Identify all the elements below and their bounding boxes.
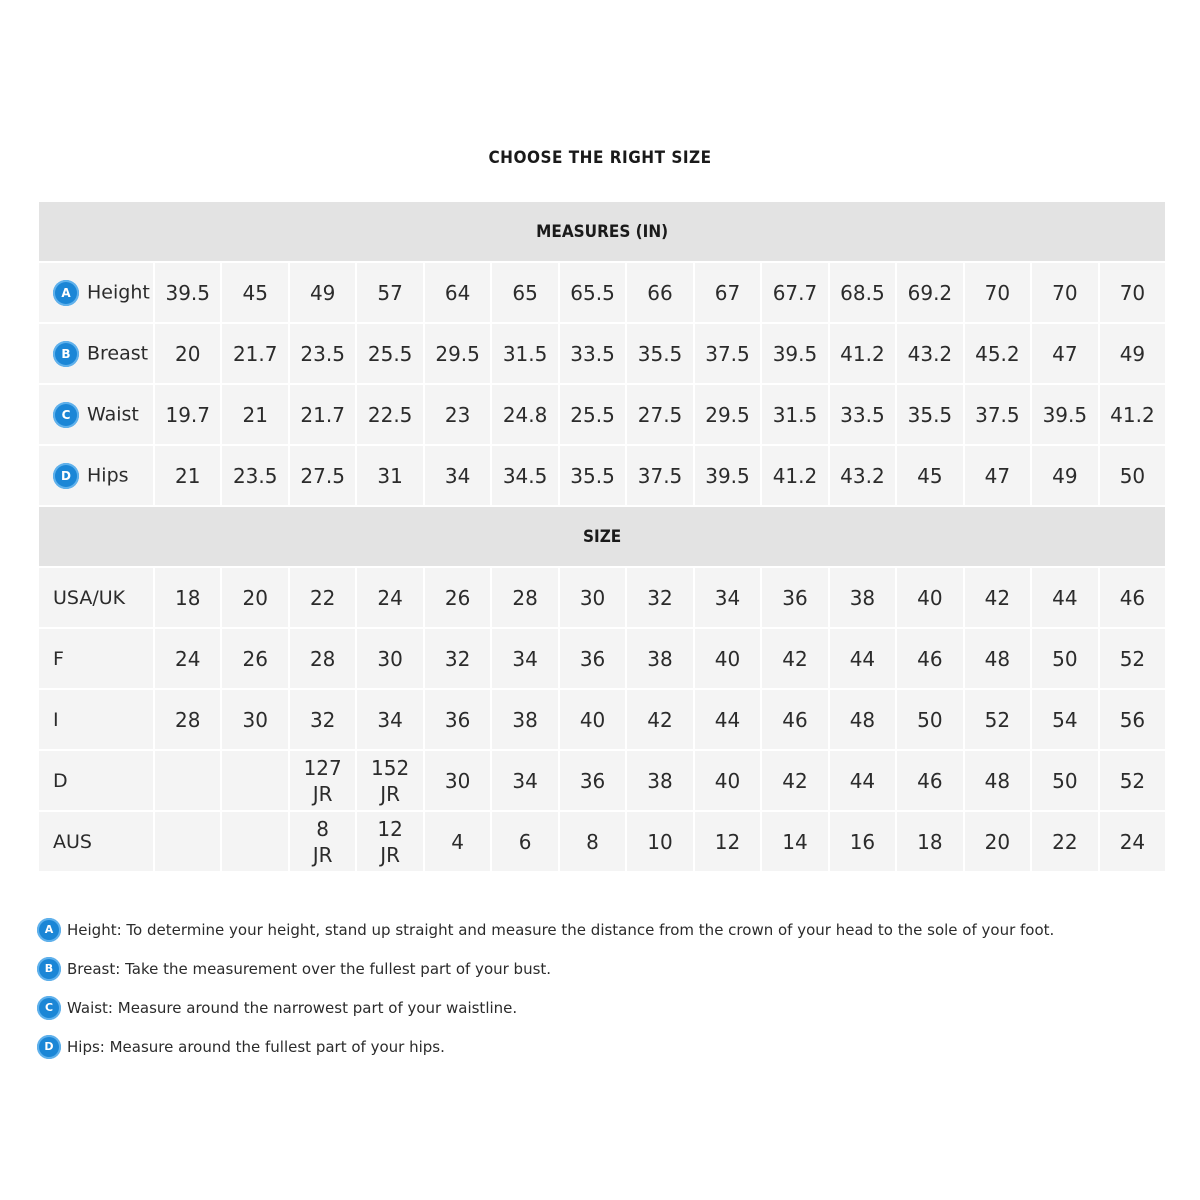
table-cell: 41.2 xyxy=(761,445,828,506)
table-cell: 35.5 xyxy=(896,384,963,445)
table-cell: 67.7 xyxy=(761,262,828,323)
table-cell: 70 xyxy=(1031,262,1098,323)
table-cell: 34 xyxy=(694,567,761,628)
table-cell xyxy=(154,811,221,872)
table-cell: 34 xyxy=(356,689,423,750)
size-label: D xyxy=(38,750,154,811)
table-cell: 65.5 xyxy=(559,262,626,323)
table-cell: 50 xyxy=(1099,445,1167,506)
table-cell xyxy=(154,750,221,811)
table-cell: 20 xyxy=(154,323,221,384)
table-cell: 50 xyxy=(1031,750,1098,811)
table-cell: 44 xyxy=(829,750,896,811)
table-cell: 16 xyxy=(829,811,896,872)
table-cell: 4 xyxy=(424,811,491,872)
measures-header-row xyxy=(38,201,1166,262)
size-row-d xyxy=(38,750,1166,811)
table-cell: 46 xyxy=(896,628,963,689)
table-cell: 54 xyxy=(1031,689,1098,750)
table-cell: 40 xyxy=(694,750,761,811)
table-cell: 32 xyxy=(626,567,693,628)
table-cell: 44 xyxy=(829,628,896,689)
table-cell: 24 xyxy=(356,567,423,628)
table-cell: 40 xyxy=(694,628,761,689)
table-cell: 34 xyxy=(491,750,558,811)
table-cell: 36 xyxy=(424,689,491,750)
table-cell: 48 xyxy=(829,689,896,750)
table-cell: 36 xyxy=(559,628,626,689)
table-cell: 57 xyxy=(356,262,423,323)
table-cell: 12 xyxy=(694,811,761,872)
badge-a-icon: A xyxy=(53,280,79,306)
size-label: USA/UK xyxy=(38,567,154,628)
table-cell: 50 xyxy=(1031,628,1098,689)
table-cell: 68.5 xyxy=(829,262,896,323)
table-cell: 18 xyxy=(154,567,221,628)
table-cell: 46 xyxy=(761,689,828,750)
table-cell: 32 xyxy=(424,628,491,689)
cell-line: 8 xyxy=(316,816,330,841)
table-cell: 41.2 xyxy=(829,323,896,384)
table-cell: 21.7 xyxy=(221,323,288,384)
badge-c-icon: C xyxy=(37,996,61,1020)
measurement-legend xyxy=(37,910,1165,1066)
table-cell: 48 xyxy=(964,628,1031,689)
table-cell: 35.5 xyxy=(626,323,693,384)
cell-line: JR xyxy=(380,781,401,806)
table-cell: 67 xyxy=(694,262,761,323)
badge-d-icon: D xyxy=(37,1035,61,1059)
table-cell: 47 xyxy=(964,445,1031,506)
table-cell: 42 xyxy=(626,689,693,750)
measure-label xyxy=(38,262,154,323)
cell-line: JR xyxy=(312,842,333,867)
badge-b-icon: B xyxy=(53,341,79,367)
size-header-row xyxy=(38,506,1166,567)
measure-label xyxy=(38,323,154,384)
size-chart-table xyxy=(37,200,1167,873)
table-cell: 38 xyxy=(626,750,693,811)
table-cell: 24 xyxy=(154,628,221,689)
table-cell: 26 xyxy=(424,567,491,628)
table-cell: 44 xyxy=(1031,567,1098,628)
legend-item-a xyxy=(37,910,1165,949)
table-cell: 45 xyxy=(896,445,963,506)
table-cell: 43.2 xyxy=(829,445,896,506)
legend-text: Waist: Measure around the narrowest part of your waistline. xyxy=(67,998,518,1017)
table-cell: 28 xyxy=(491,567,558,628)
table-cell: 40 xyxy=(559,689,626,750)
table-cell: 70 xyxy=(1099,262,1167,323)
table-cell: 34.5 xyxy=(491,445,558,506)
table-cell: 41.2 xyxy=(1099,384,1167,445)
table-cell: 31.5 xyxy=(761,384,828,445)
badge-b-icon: B xyxy=(37,957,61,981)
table-cell: 36 xyxy=(559,750,626,811)
table-cell: 34 xyxy=(491,628,558,689)
table-cell: 30 xyxy=(356,628,423,689)
table-cell: 28 xyxy=(289,628,356,689)
table-cell: 25.5 xyxy=(356,323,423,384)
badge-c-icon: C xyxy=(53,402,79,428)
table-cell: 49 xyxy=(1099,323,1167,384)
table-cell: 39.5 xyxy=(154,262,221,323)
table-cell: 29.5 xyxy=(694,384,761,445)
legend-item-b xyxy=(37,949,1165,988)
table-cell: 37.5 xyxy=(626,445,693,506)
table-cell: 21 xyxy=(154,445,221,506)
table-cell: 34 xyxy=(424,445,491,506)
table-cell: 48 xyxy=(964,750,1031,811)
table-cell: 20 xyxy=(964,811,1031,872)
table-cell xyxy=(356,750,423,811)
measure-row-hips xyxy=(38,445,1166,506)
cell-line: JR xyxy=(380,842,401,867)
table-cell: 33.5 xyxy=(829,384,896,445)
legend-item-c xyxy=(37,988,1165,1027)
measure-label xyxy=(38,445,154,506)
table-cell: 39.5 xyxy=(694,445,761,506)
table-cell xyxy=(289,811,356,872)
table-cell: 42 xyxy=(964,567,1031,628)
table-cell: 29.5 xyxy=(424,323,491,384)
measure-row-breast xyxy=(38,323,1166,384)
table-cell: 19.7 xyxy=(154,384,221,445)
badge-d-icon: D xyxy=(53,463,79,489)
table-cell: 33.5 xyxy=(559,323,626,384)
table-cell: 23.5 xyxy=(221,445,288,506)
table-cell xyxy=(221,750,288,811)
table-cell: 30 xyxy=(221,689,288,750)
measure-label-text: Hips xyxy=(87,464,129,486)
measure-row-waist xyxy=(38,384,1166,445)
table-cell: 24.8 xyxy=(491,384,558,445)
table-cell: 38 xyxy=(491,689,558,750)
table-cell: 22 xyxy=(1031,811,1098,872)
legend-text: Hips: Measure around the fullest part of your hips. xyxy=(67,1037,445,1056)
table-cell: 22 xyxy=(289,567,356,628)
table-cell: 14 xyxy=(761,811,828,872)
table-cell: 56 xyxy=(1099,689,1167,750)
table-cell: 66 xyxy=(626,262,693,323)
cell-line: 12 xyxy=(377,816,403,841)
table-cell: 46 xyxy=(896,750,963,811)
table-cell: 52 xyxy=(964,689,1031,750)
table-cell: 23.5 xyxy=(289,323,356,384)
size-row-f xyxy=(38,628,1166,689)
table-cell: 10 xyxy=(626,811,693,872)
size-header: SIZE xyxy=(38,506,1166,567)
table-cell: 21.7 xyxy=(289,384,356,445)
table-cell: 40 xyxy=(896,567,963,628)
measure-label xyxy=(38,384,154,445)
table-cell: 31 xyxy=(356,445,423,506)
cell-line: 152 xyxy=(371,755,410,780)
badge-a-icon: A xyxy=(37,918,61,942)
table-cell: 32 xyxy=(289,689,356,750)
size-row-aus xyxy=(38,811,1166,872)
table-cell: 35.5 xyxy=(559,445,626,506)
table-cell: 20 xyxy=(221,567,288,628)
table-cell: 31.5 xyxy=(491,323,558,384)
table-cell: 45 xyxy=(221,262,288,323)
table-cell: 47 xyxy=(1031,323,1098,384)
table-cell: 45.2 xyxy=(964,323,1031,384)
table-cell: 49 xyxy=(289,262,356,323)
table-cell xyxy=(356,811,423,872)
table-cell xyxy=(221,811,288,872)
table-cell: 37.5 xyxy=(964,384,1031,445)
table-cell xyxy=(289,750,356,811)
measure-label-text: Height xyxy=(87,281,150,303)
legend-item-d xyxy=(37,1027,1165,1066)
table-cell: 39.5 xyxy=(761,323,828,384)
table-cell: 42 xyxy=(761,750,828,811)
table-cell: 65 xyxy=(491,262,558,323)
table-cell: 64 xyxy=(424,262,491,323)
size-label: I xyxy=(38,689,154,750)
table-cell: 26 xyxy=(221,628,288,689)
measures-header: MEASURES (IN) xyxy=(38,201,1166,262)
table-cell: 49 xyxy=(1031,445,1098,506)
table-cell: 27.5 xyxy=(289,445,356,506)
table-cell: 38 xyxy=(829,567,896,628)
table-cell: 39.5 xyxy=(1031,384,1098,445)
size-row-i xyxy=(38,689,1166,750)
table-cell: 37.5 xyxy=(694,323,761,384)
table-cell: 6 xyxy=(491,811,558,872)
measure-label-text: Breast xyxy=(87,342,149,364)
table-cell: 27.5 xyxy=(626,384,693,445)
cell-line: JR xyxy=(312,781,333,806)
table-cell: 30 xyxy=(559,567,626,628)
table-cell: 46 xyxy=(1099,567,1167,628)
table-cell: 42 xyxy=(761,628,828,689)
table-cell: 69.2 xyxy=(896,262,963,323)
table-cell: 30 xyxy=(424,750,491,811)
table-cell: 22.5 xyxy=(356,384,423,445)
size-label: AUS xyxy=(38,811,154,872)
measure-row-height xyxy=(38,262,1166,323)
legend-text: Breast: Take the measurement over the fullest part of your bust. xyxy=(67,959,552,978)
cell-line: 127 xyxy=(303,755,342,780)
legend-text: Height: To determine your height, stand up straight and measure the distance from the crown of your head to the sole of your foot. xyxy=(67,920,1055,939)
size-row-usauk xyxy=(38,567,1166,628)
table-cell: 43.2 xyxy=(896,323,963,384)
page-title: CHOOSE THE RIGHT SIZE xyxy=(488,148,712,168)
table-cell: 52 xyxy=(1099,628,1167,689)
measure-label-text: Waist xyxy=(87,403,139,425)
size-label: F xyxy=(38,628,154,689)
table-cell: 70 xyxy=(964,262,1031,323)
table-cell: 21 xyxy=(221,384,288,445)
table-cell: 25.5 xyxy=(559,384,626,445)
table-cell: 50 xyxy=(896,689,963,750)
table-cell: 18 xyxy=(896,811,963,872)
table-cell: 38 xyxy=(626,628,693,689)
table-cell: 23 xyxy=(424,384,491,445)
table-cell: 24 xyxy=(1099,811,1167,872)
table-cell: 8 xyxy=(559,811,626,872)
table-cell: 52 xyxy=(1099,750,1167,811)
table-cell: 44 xyxy=(694,689,761,750)
table-cell: 28 xyxy=(154,689,221,750)
table-cell: 36 xyxy=(761,567,828,628)
